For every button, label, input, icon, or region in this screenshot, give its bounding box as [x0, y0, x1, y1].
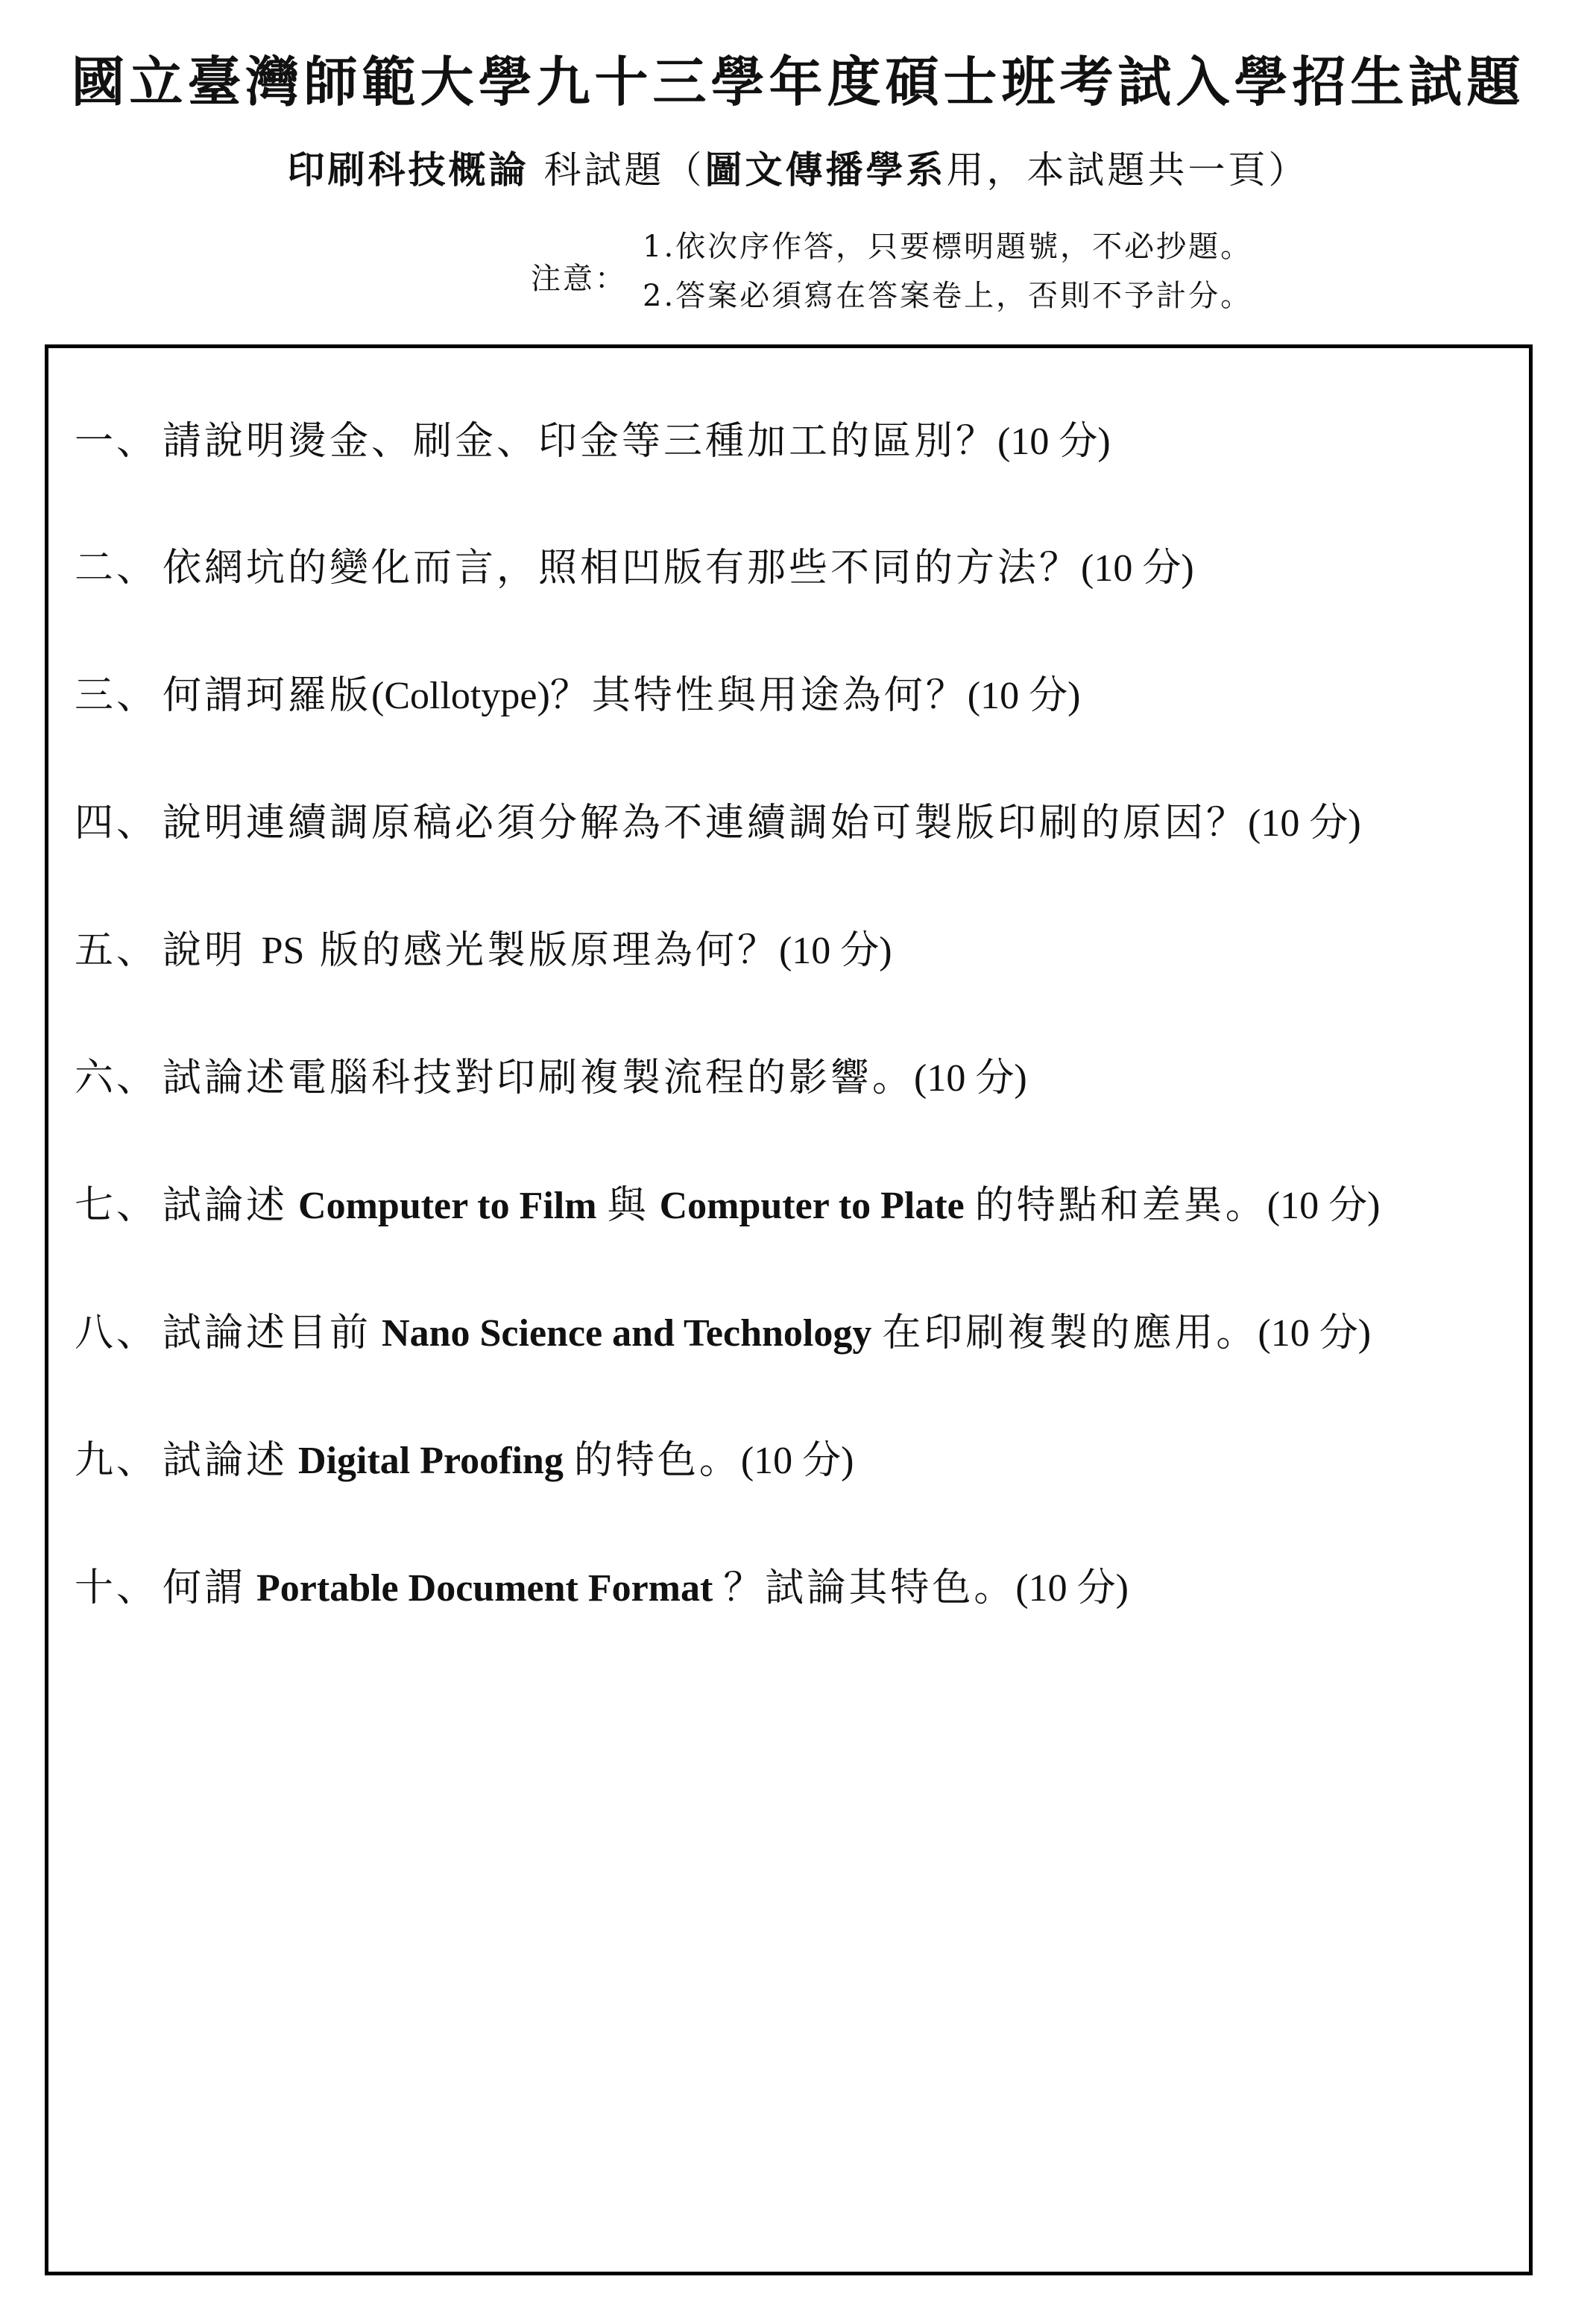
question-text: 何謂珂羅版: [163, 673, 372, 718]
question-5: [75, 928, 892, 974]
question-english-term: Nano Science and Technology: [382, 1312, 872, 1355]
question-points: (10 分): [1258, 1312, 1372, 1355]
question-english-term: PS: [261, 930, 305, 972]
question-english-term: Digital Proofing: [298, 1440, 564, 1482]
question-number: 四、: [75, 801, 159, 845]
question-number: 五、: [75, 928, 159, 973]
question-text: 說明連續調原稿必須分解為不連續調始可製版印刷的原因？: [163, 801, 1249, 845]
question-9: [75, 1438, 854, 1484]
question-6: [75, 1056, 1027, 1101]
question-frame: [45, 344, 1533, 2275]
subtitle-end: 用，本試題共一頁）: [946, 148, 1309, 192]
question-text: 與: [607, 1183, 649, 1228]
notes-list: [643, 222, 1252, 321]
question-points: (10 分): [1015, 1567, 1129, 1610]
question-points: (10 分): [914, 1057, 1027, 1100]
question-7: [75, 1183, 1380, 1229]
question-points: (10 分): [740, 1440, 854, 1482]
question-number: 一、: [75, 419, 159, 464]
question-text: 的特色。: [573, 1438, 741, 1483]
department-name: 圖文傳播學系: [704, 148, 947, 192]
question-text: 說明: [163, 928, 247, 973]
question-points: (10 分): [997, 420, 1111, 463]
question-text: 依網坑的變化而言，照相凹版有那些不同的方法？: [163, 546, 1082, 590]
question-text: ？試論其特色。: [723, 1566, 1016, 1610]
question-english-term: (Collotype): [371, 675, 550, 717]
question-english-term: Portable Document Format: [256, 1567, 713, 1610]
question-points: (10 分): [967, 675, 1081, 717]
note-item-1: 1.依次序作答，只要標明題號，不必抄題。: [643, 230, 1253, 264]
question-number: 六、: [75, 1056, 159, 1100]
notes-label: 注意：: [531, 262, 627, 296]
question-4: [75, 801, 1361, 846]
question-number: 二、: [75, 546, 159, 590]
question-text: 試論述: [163, 1438, 288, 1483]
subtitle-mid: 科試題（: [529, 148, 705, 192]
question-8: [75, 1311, 1371, 1356]
question-number: 七、: [75, 1183, 159, 1228]
question-text: 何謂: [163, 1566, 247, 1610]
question-10: [75, 1566, 1129, 1611]
question-points: (10 分): [1248, 802, 1361, 845]
question-3: [75, 673, 1080, 719]
question-number: 十、: [75, 1566, 159, 1610]
question-number: 三、: [75, 673, 159, 718]
course-name: 印刷科技概論: [287, 148, 529, 192]
question-text: ？其特性與用途為何？: [549, 673, 968, 718]
question-points: (10 分): [1081, 547, 1194, 590]
question-1: [75, 419, 1111, 464]
question-text: 版的感光製版原理為何？: [319, 928, 779, 973]
question-text: 試論述目前: [163, 1311, 372, 1355]
exam-title: 國立臺灣師範大學九十三學年度碩士班考試入學招生試題: [71, 50, 1525, 113]
question-points: (10 分): [778, 930, 892, 972]
question-english-term: Computer to Film: [298, 1185, 597, 1227]
question-text: 請說明燙金、刷金、印金等三種加工的區別？: [163, 419, 998, 464]
exam-subtitle: [0, 140, 1596, 194]
question-points: (10 分): [1267, 1185, 1381, 1227]
question-text: 試論述: [163, 1183, 288, 1228]
question-english-term: Computer to Plate: [659, 1185, 965, 1227]
question-text: 在印刷複製的應用。: [882, 1311, 1258, 1355]
question-text: 的特點和差異。: [974, 1183, 1267, 1228]
question-2: [75, 546, 1194, 591]
question-text: 試論述電腦科技對印刷複製流程的影響。: [163, 1056, 915, 1100]
question-number: 九、: [75, 1438, 159, 1483]
note-item-2: 2.答案必須寫在答案卷上，否則不予計分。: [643, 279, 1253, 313]
question-number: 八、: [75, 1311, 159, 1355]
